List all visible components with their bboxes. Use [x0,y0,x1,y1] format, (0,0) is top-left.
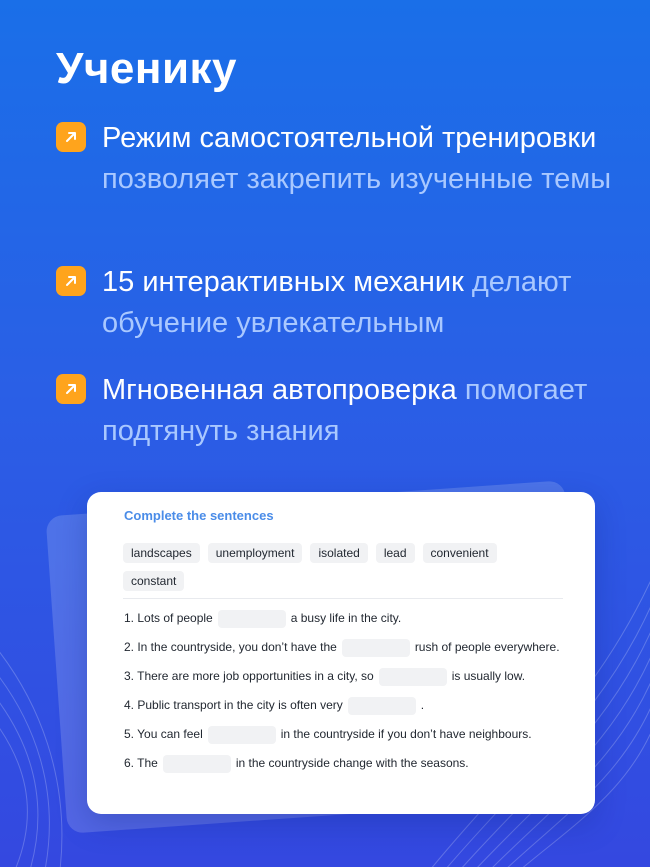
answer-blank[interactable] [218,610,286,628]
sentence-text: . [420,698,425,712]
sentence-text: 1. Lots of people [124,611,213,625]
feature-item [56,370,626,452]
feature-item [56,118,626,200]
feature-highlight: Мгновенная автопроверка [102,374,457,406]
sentence-item [124,723,564,745]
sentence-text: 4. Public transport in the city is often very [124,698,343,712]
sentence-item [124,607,564,629]
exercise-title: Complete the sentences [124,508,274,523]
answer-blank[interactable] [163,755,231,773]
arrow-up-right-icon [56,266,86,296]
sentence-text: in the countryside if you don’t have neighbours. [280,727,532,741]
arrow-up-right-icon [56,122,86,152]
answer-blank[interactable] [208,726,276,744]
feature-description: делают обучение увлекательным [102,266,572,339]
word-chip[interactable]: unemployment [208,543,303,563]
arrow-up-right-icon [56,374,86,404]
sentence-item [124,694,564,716]
sentence-list [124,607,564,781]
word-bank [123,543,563,591]
sentence-item [124,752,564,774]
divider [123,598,563,599]
word-chip[interactable]: constant [123,571,184,591]
answer-blank[interactable] [379,668,447,686]
answer-blank[interactable] [348,697,416,715]
sentence-text: 5. You can feel [124,727,203,741]
sentence-text: rush of people everywhere. [414,640,560,654]
sentence-item [124,636,564,658]
exercise-card [87,492,595,814]
sentence-text: 3. There are more job opportunities in a city, so [124,669,374,683]
feature-item [56,262,626,344]
sentence-text: 2. In the countryside, you don’t have the [124,640,337,654]
word-chip[interactable]: convenient [423,543,497,563]
sentence-text: a busy life in the city. [290,611,402,625]
sentence-text: in the countryside change with the seasons. [235,756,469,770]
sentence-text: is usually low. [451,669,526,683]
word-chip[interactable]: lead [376,543,415,563]
feature-description: позволяет закрепить изученные темы [102,163,612,195]
sentence-item [124,665,564,687]
sentence-text: 6. The [124,756,158,770]
answer-blank[interactable] [342,639,410,657]
page-title: Ученику [56,44,238,93]
feature-highlight: Режим самостоятельной тренировки [102,122,597,154]
word-chip[interactable]: isolated [310,543,367,563]
feature-description: помогает подтянуть знания [102,374,588,447]
feature-highlight: 15 интерактивных механик [102,266,464,298]
word-chip[interactable]: landscapes [123,543,200,563]
